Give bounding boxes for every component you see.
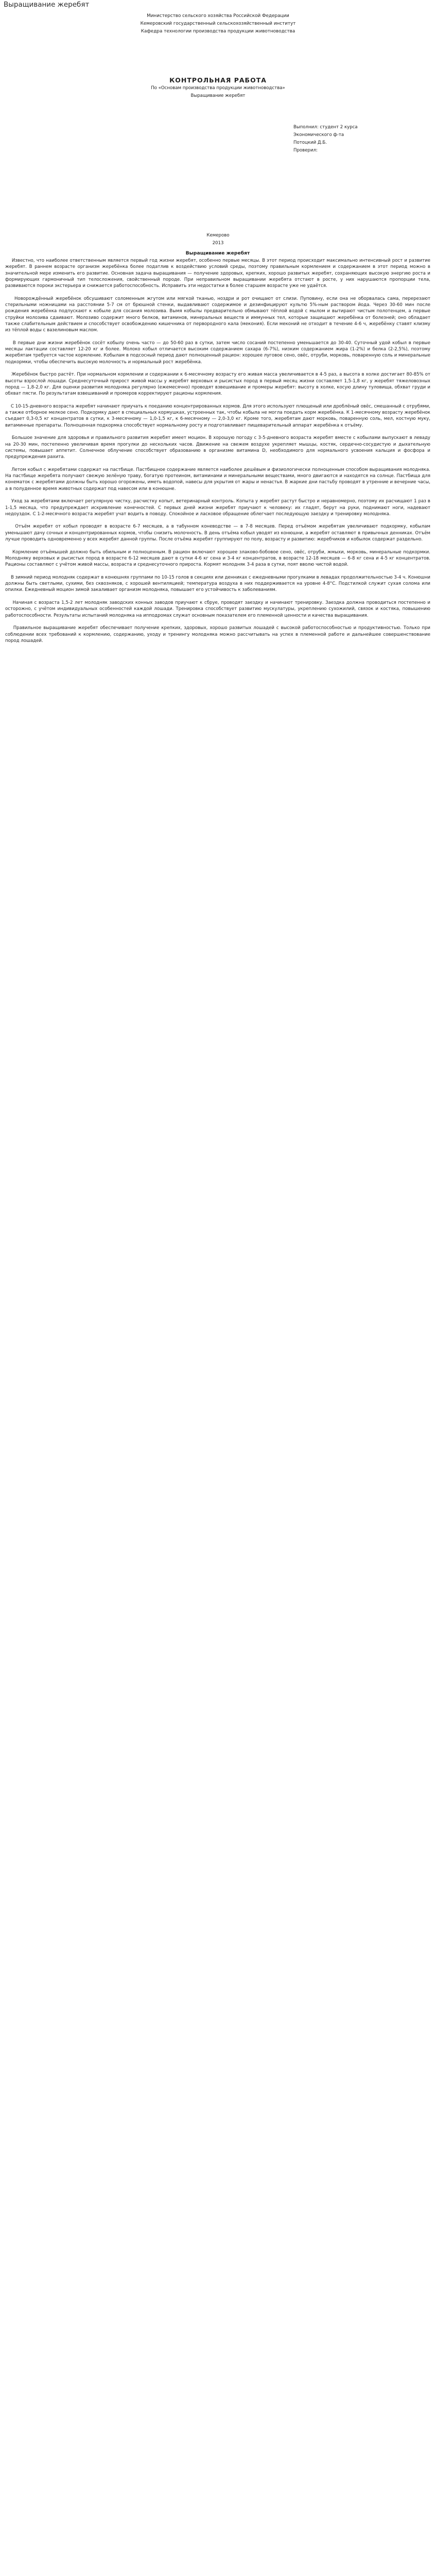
main-content: [5, 249, 430, 650]
body-paragraph: Начиная с возраста 1,5-2 лет молодняк заводских конных заводов приучают к сбруе, проводят заездку и начинают тренировку. Заездка должна проводиться постепенно и осторожно, с учётом индивидуальных особенностей каждой лошади. Тренировка способствует развитию мускулатуры, укреплению сухожилий, связок и костяка, повышению работоспособности. Результаты испытаний молодняка на ипподромах служат основным показателем его племенной ценности и качества выращивания.: [5, 600, 432, 618]
body-paragraph: Кормление отъёмышей должно быть обильным и полноценным. В рацион включают хорошее злаково-бобовое сено, овёс, отруби, жмыхи, морковь, минеральные подкормки. Молодняку верховых и рысистых пород в возрасте 6-12 месяцев дают в сутки 4-6 кг сена и 3-4 кг концентратов, в возрасте 12-18 месяцев — 6-8 кг сена и 4-5 кг концентратов. Рационы составляют с учётом живой массы, возраста и среднесуточного прироста. Кормят молодняк 3-4 раза в сутки, поят вволю чистой водой.: [5, 549, 432, 568]
body-paragraph: Отъём жеребят от кобыл проводят в возрасте 6-7 месяцев, а в табунном коневодстве — в 7-8 месяцев. Перед отъёмом жеребятам увеличивают подкормку, кобылам уменьшают дачу сочных и концентрированных кормов, чтобы снизить молочность. В день отъёма кобыл уводят из конюшни, а жеребят оставляют в привычных денниках. Отъём лучше проводить одновременно у всех жеребят данной группы. После отъёма жеребят группируют по полу, возрасту и развитию: жеребчиков и кобылок содержат раздельно.: [5, 524, 432, 543]
work-topic: Выращивание жеребят: [190, 93, 246, 98]
year: 2013: [212, 241, 224, 246]
ministry-name: Министерство сельского хозяйства Российской Федерации: [147, 13, 289, 19]
title-page-header: [0, 12, 436, 36]
city-name: Кемерово: [206, 233, 230, 238]
work-title-block: [0, 76, 436, 100]
discipline-name: По «Основам производства продукции животноводства»: [151, 86, 285, 91]
city-year-block: [0, 232, 436, 247]
page-title: Выращивание жеребят: [4, 1, 90, 9]
signature-block: [293, 124, 427, 155]
checker-line: Проверил:: [293, 148, 318, 153]
department-name: Кафедра технологии производства продукции животноводства: [141, 29, 295, 34]
university-name: Кемеровский государственный сельскохозяйственный институт: [140, 21, 296, 26]
work-type-heading: КОНТРОЛЬНАЯ РАБОТА: [169, 76, 267, 84]
section-heading: Выращивание жеребят: [185, 250, 250, 256]
body-paragraph: В зимний период молодняк содержат в конюшнях группами по 10-15 голов в секциях или денниках с ежедневными прогулками в левадах продолжительностью 3-4 ч. Конюшни должны быть светлыми, сухими, без сквозняков, с хорошей вентиляцией; температура воздуха в них поддерживается на уровне 4-8°С. Подстилкой служит сухая солома или опилки. Ежедневный моцион зимой закаливает организм молодняка, повышает его устойчивость к заболеваниям.: [5, 574, 432, 593]
body-paragraph: Летом кобыл с жеребятами содержат на пастбище. Пастбищное содержание является наиболее дешёвым и физиологически полноценным способом выращивания молодняка. На пастбище жеребята получают свежую зелёную траву, богатую протеином, витаминами и минеральными веществами, много двигаются и находятся на солнце. Пастбища для конематок с жеребятами должны быть хорошо огорожены, иметь водопой, навесы для укрытия от жары и ненастья. В жаркие дни пастьбу проводят в утренние и вечерние часы, а в полуденное время животных содержат под навесом или в конюшне.: [5, 467, 432, 492]
body-paragraph: Известно, что наиболее ответственным является первый год жизни жеребят, особенно первые месяцы. В этот период происходит максимально интенсивный рост и развитие жеребят. В раннем возрасте организм жеребёнка более податлив к воздействию условий среды, поэтому правильным кормлением и содержанием в этот период можно в значительной мере изменить его развитие. Основная задача выращивания — получение здоровых, крепких, хорошо развитых жеребят, сохраняющих высокую энергию роста и формирующих гармоничный тип телосложения, свойственный породе. При неправильном выращивании жеребята отстают в росте, у них нарушаются пропорции тела, развиваются пороки экстерьера и снижается работоспособность. Исправить эти недостатки в более старшем возрасте уже не удаётся.: [5, 258, 432, 289]
body-paragraph: Новорождённый жеребёнок обсушивают соломенным жгутом или мягкой тканью, ноздри и рот очищают от слизи. Пуповину, если она не оборвалась сама, перерезают стерильными ножницами на расстоянии 5-7 см от брюшной стенки, выдавливают содержимое и дезинфицируют культю 5%-ным раствором йода. Через 30-60 мин после рождения жеребёнка подпускают к кобыле для сосания молозива. Вымя кобылы предварительно обмывают тёплой водой с мылом и вытирают чистым полотенцем, а первые струйки молозива сдаивают. Молозиво содержит много белков, витаминов, минеральных веществ и иммунных тел, которые защищают жеребёнка от болезней; оно обладает также слабительным действием и способствует освобождению кишечника от первородного кала (мекония). Если меконий не отходит в течение 4-6 ч, жеребёнку ставят клизму из тёплой воды с вазелиновым маслом.: [5, 296, 432, 333]
body-paragraph: Большое значение для здоровья и правильного развития жеребят имеет моцион. В хорошую погоду с 3-5-дневного возраста жеребят вместе с кобылами выпускают в леваду на 20-30 мин, постепенно увеличивая время прогулки до нескольких часов. Движение на свежем воздухе укрепляет мышцы, костяк, сердечно-сосудистую и дыхательную системы, повышает аппетит. Солнечное облучение способствует образованию в организме витамина D, необходимого для нормального усвоения кальция и фосфора и предупреждения рахита.: [5, 435, 432, 460]
body-paragraph: Правильное выращивание жеребят обеспечивает получение крепких, здоровых, хорошо развитых лошадей с высокой работоспособностью и продуктивностью. Только при соблюдении всех требований к кормлению, содержанию, уходу и тренингу молодняка можно рассчитывать на успех в племенной работе и дальнейшее совершенствование пород лошадей.: [5, 625, 432, 643]
body-paragraph: С 10-15-дневного возраста жеребят начинают приучать к поеданию концентрированных кормов. Для этого используют плющеный или дроблёный овёс, смешанный с отрубями, а также отборное мелкое сено. Подкормку дают в специальных кормушках, устроенных так, чтобы кобыла не могла поедать корм жеребёнка. К 1-месячному возрасту жеребёнок съедает 0,3-0,5 кг концентратов в сутки, к 3-месячному — 1,0-1,5 кг, к 6-месячному — 2,0-3,0 кг. Кроме того, жеребятам дают морковь, поваренную соль, мел, костную муку, витаминные препараты. Полноценная подкормка способствует нормальному росту и подготавливает пищеварительный аппарат жеребёнка к отъёму.: [5, 403, 432, 428]
body-paragraph: Жеребёнок быстро растёт. При нормальном кормлении и содержании к 6-месячному возрасту его живая масса увеличивается в 4-5 раз, а высота в холке достигает 80-85% от высоты взрослой лошади. Среднесуточный прирост живой массы у жеребят верховых и рысистых пород в первый месяц жизни составляет 1,5-1,8 кг, у жеребят тяжеловозных пород — 1,8-2,0 кг. Для оценки развития молодняка регулярно (ежемесячно) проводят взвешивание и промеры жеребят: высоту в холке, косую длину туловища, обхват груди и обхват пясти. По результатам взвешиваний и промеров корректируют рационы кормления.: [5, 372, 432, 397]
student-name: Потоцкий Д.Б.: [293, 140, 327, 145]
faculty-line: Экономического ф-та: [293, 132, 344, 138]
body-paragraph: Уход за жеребятами включает регулярную чистку, расчистку копыт, ветеринарный контроль. Копыта у жеребят растут быстро и неравномерно, поэтому их расчищают 1 раз в 1-1,5 месяца, что предупреждает искривление конечностей. С первых дней жизни жеребят приучают к человеку: их гладят, берут на руки, поднимают ноги, надевают недоуздок. С 1-2-месячного возраста жеребят учат водить в поводу. Спокойное и ласковое обращение облегчает последующую заездку и тренировку молодняка.: [5, 499, 432, 517]
student-line: Выполнил: студент 2 курса: [293, 125, 358, 130]
body-paragraph: В первые дни жизни жеребёнок сосёт кобылу очень часто — до 50-60 раз в сутки, затем число сосаний постепенно уменьшается до 30-40. Суточный удой кобыл в первые месяцы лактации составляет 12-20 кг и более. Молоко кобыл отличается высоким содержанием сахара (6-7%), низким содержанием жира (1-2%) и белка (2-2,5%), поэтому жеребятам требуется частое кормление. Кобылам в подсосный период дают полноценный рацион: хорошее луговое сено, овёс, отруби, морковь, поваренную соль и минеральные подкормки, чтобы обеспечить высокую молочность и нормальный рост жеребёнка.: [5, 340, 432, 365]
